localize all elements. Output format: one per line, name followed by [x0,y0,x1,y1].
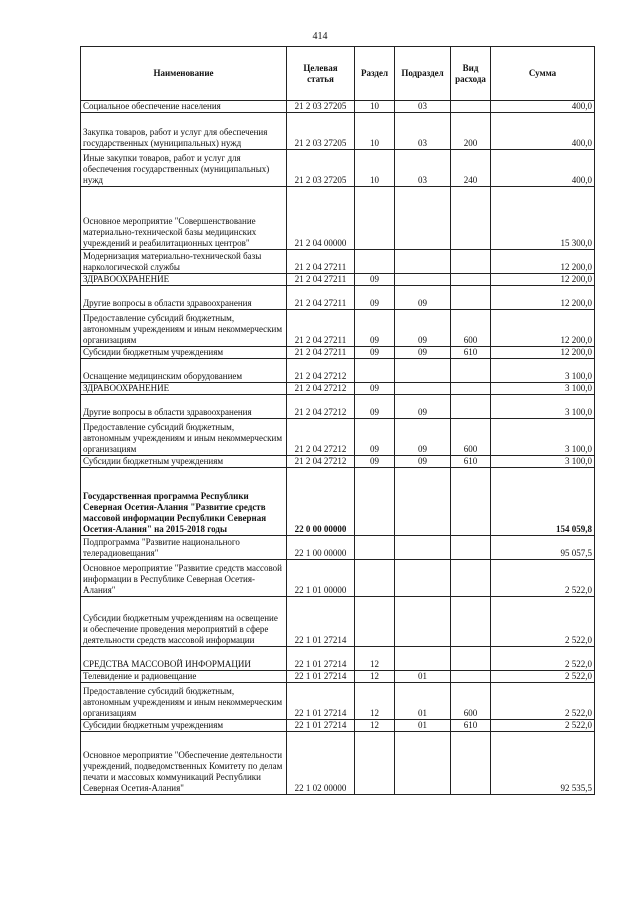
cell-subsection: 01 [395,683,451,720]
cell-section [355,359,395,383]
cell-subsection [395,250,451,274]
cell-kind [451,250,491,274]
cell-section: 12 [355,671,395,683]
cell-target: 21 2 03 27205 [287,150,355,187]
cell-name: Другие вопросы в области здравоохранения [81,286,287,310]
cell-section: 12 [355,647,395,671]
cell-target: 21 2 04 27212 [287,419,355,456]
table-row [81,274,595,286]
cell-target: 21 2 04 00000 [287,187,355,250]
cell-section [355,536,395,560]
cell-section: 09 [355,310,395,347]
cell-name: Субсидии бюджетным учреждениям на освещение и обеспечение проведения мероприятий в сфере деятельности средств массовой информации [81,597,287,647]
cell-name: Телевидение и радиовещание [81,671,287,683]
cell-subsection: 09 [395,419,451,456]
cell-kind: 610 [451,720,491,732]
cell-kind [451,536,491,560]
cell-target: 22 1 01 27214 [287,597,355,647]
cell-subsection: 03 [395,113,451,150]
cell-name: Модернизация материально-технической базы наркологической службы [81,250,287,274]
table-row [81,395,595,419]
cell-section: 09 [355,286,395,310]
table-row [81,468,595,536]
table-row [81,359,595,383]
cell-name: Субсидии бюджетным учреждениям [81,456,287,468]
cell-section: 10 [355,150,395,187]
cell-target: 22 1 00 00000 [287,536,355,560]
cell-section: 12 [355,720,395,732]
cell-subsection: 09 [395,395,451,419]
cell-name: СРЕДСТВА МАССОВОЙ ИНФОРМАЦИИ [81,647,287,671]
cell-sum: 3 100,0 [491,419,595,456]
cell-sum: 15 300,0 [491,187,595,250]
cell-sum: 2 522,0 [491,560,595,597]
cell-target: 22 1 01 27214 [287,647,355,671]
cell-name: Государственная программа Республики Северная Осетия-Алания "Развитие средств массовой информации Республики Северная Осетия-Алания" на 2015-2018 годы [81,468,287,536]
cell-subsection [395,383,451,395]
cell-target: 21 2 04 27211 [287,274,355,286]
cell-sum: 3 100,0 [491,395,595,419]
cell-name: Субсидии бюджетным учреждениям [81,720,287,732]
table-row [81,286,595,310]
cell-kind: 600 [451,419,491,456]
budget-table [80,46,595,795]
cell-sum: 2 522,0 [491,683,595,720]
cell-kind [451,187,491,250]
header-sum: Сумма [491,47,595,101]
cell-section [355,597,395,647]
cell-kind [451,647,491,671]
cell-kind [451,468,491,536]
table-row [81,383,595,395]
cell-subsection: 09 [395,456,451,468]
cell-subsection [395,647,451,671]
cell-name: Оснащение медицинским оборудованием [81,359,287,383]
cell-name: Предоставление субсидий бюджетным, автономным учреждениям и иным некоммерческим организациям [81,683,287,720]
cell-subsection: 01 [395,720,451,732]
cell-target: 21 2 04 27212 [287,359,355,383]
table-row [81,456,595,468]
cell-section: 09 [355,274,395,286]
cell-sum: 3 100,0 [491,456,595,468]
header-target: Целевая статья [287,47,355,101]
cell-section [355,187,395,250]
cell-subsection: 09 [395,286,451,310]
cell-name: ЗДРАВООХРАНЕНИЕ [81,383,287,395]
table-row [81,113,595,150]
cell-section: 12 [355,683,395,720]
cell-sum: 12 200,0 [491,347,595,359]
cell-section: 09 [355,456,395,468]
cell-section [355,560,395,597]
cell-target: 22 1 01 27214 [287,683,355,720]
cell-target: 21 2 04 27211 [287,286,355,310]
table-row [81,310,595,347]
table-row [81,732,595,795]
cell-sum: 3 100,0 [491,383,595,395]
cell-sum: 12 200,0 [491,286,595,310]
cell-subsection: 03 [395,101,451,113]
page-number: 414 [312,31,328,42]
cell-target: 21 2 04 27211 [287,250,355,274]
cell-kind [451,286,491,310]
cell-section: 10 [355,113,395,150]
cell-kind: 240 [451,150,491,187]
table-row [81,560,595,597]
cell-name: Основное мероприятие "Развитие средств массовой информации в Республике Северная Осетия-Алания" [81,560,287,597]
cell-section: 09 [355,395,395,419]
cell-name: Предоставление субсидий бюджетным, автономным учреждениям и иным некоммерческим организациям [81,310,287,347]
table-row [81,597,595,647]
cell-name: ЗДРАВООХРАНЕНИЕ [81,274,287,286]
table-row [81,419,595,456]
table-row [81,720,595,732]
cell-name: Предоставление субсидий бюджетным, автономным учреждениям и иным некоммерческим организациям [81,419,287,456]
cell-name: Закупка товаров, работ и услуг для обеспечения государственных (муниципальных) нужд [81,113,287,150]
cell-kind [451,395,491,419]
cell-subsection: 03 [395,150,451,187]
cell-target: 22 0 00 00000 [287,468,355,536]
cell-target: 21 2 04 27212 [287,395,355,419]
cell-kind: 600 [451,683,491,720]
cell-kind [451,359,491,383]
cell-section: 09 [355,419,395,456]
cell-sum: 2 522,0 [491,671,595,683]
cell-kind [451,383,491,395]
table-row [81,347,595,359]
cell-target: 22 1 01 00000 [287,560,355,597]
cell-kind [451,732,491,795]
cell-sum: 400,0 [491,150,595,187]
cell-kind: 610 [451,347,491,359]
table-row [81,647,595,671]
cell-name: Субсидии бюджетным учреждениям [81,347,287,359]
table-row [81,250,595,274]
cell-name: Иные закупки товаров, работ и услуг для обеспечения государственных (муниципальных) нужд [81,150,287,187]
cell-kind [451,101,491,113]
header-section: Раздел [355,47,395,101]
cell-sum: 12 200,0 [491,250,595,274]
cell-target: 21 2 03 27205 [287,101,355,113]
cell-name: Социальное обеспечение населения [81,101,287,113]
cell-name: Другие вопросы в области здравоохранения [81,395,287,419]
cell-subsection [395,187,451,250]
cell-subsection [395,560,451,597]
cell-subsection [395,732,451,795]
header-subsection: Подраздел [395,47,451,101]
cell-target: 21 2 04 27212 [287,383,355,395]
cell-section: 09 [355,347,395,359]
cell-subsection: 09 [395,310,451,347]
cell-target: 22 1 01 27214 [287,720,355,732]
cell-sum: 154 059,8 [491,468,595,536]
cell-name: Основное мероприятие "Обеспечение деятельности учреждений, подведомственных Комитету по делам печати и массовых коммуникаций Республики Северная Осетия-Алания" [81,732,287,795]
cell-kind [451,597,491,647]
cell-target: 22 1 02 00000 [287,732,355,795]
cell-sum: 2 522,0 [491,597,595,647]
cell-kind: 600 [451,310,491,347]
cell-kind [451,671,491,683]
cell-sum: 3 100,0 [491,359,595,383]
cell-subsection [395,468,451,536]
cell-sum: 95 057,5 [491,536,595,560]
table-row [81,101,595,113]
cell-kind [451,274,491,286]
table-header-row [81,47,595,101]
header-kind: Вид расхода [451,47,491,101]
table-row [81,187,595,250]
cell-section [355,732,395,795]
cell-sum: 92 535,5 [491,732,595,795]
cell-section [355,250,395,274]
cell-sum: 2 522,0 [491,720,595,732]
cell-sum: 2 522,0 [491,647,595,671]
cell-section: 10 [355,101,395,113]
cell-sum: 12 200,0 [491,310,595,347]
cell-sum: 400,0 [491,101,595,113]
cell-subsection [395,274,451,286]
table-row [81,150,595,187]
cell-sum: 400,0 [491,113,595,150]
cell-subsection [395,359,451,383]
cell-subsection [395,597,451,647]
table-row [81,671,595,683]
cell-subsection [395,536,451,560]
cell-name: Основное мероприятие "Совершенствование материально-технической базы медицинских учреждений и реабилитационных центров" [81,187,287,250]
cell-section [355,468,395,536]
cell-target: 21 2 04 27212 [287,456,355,468]
cell-kind: 200 [451,113,491,150]
cell-target: 21 2 04 27211 [287,310,355,347]
table-row [81,536,595,560]
cell-target: 22 1 01 27214 [287,671,355,683]
cell-target: 21 2 04 27211 [287,347,355,359]
cell-kind: 610 [451,456,491,468]
cell-section: 09 [355,383,395,395]
cell-subsection: 09 [395,347,451,359]
header-name: Наименование [81,47,287,101]
cell-kind [451,560,491,597]
cell-subsection: 01 [395,671,451,683]
cell-name: Подпрограмма "Развитие национального телерадиовещания" [81,536,287,560]
cell-sum: 12 200,0 [491,274,595,286]
table-row [81,683,595,720]
cell-target: 21 2 03 27205 [287,113,355,150]
